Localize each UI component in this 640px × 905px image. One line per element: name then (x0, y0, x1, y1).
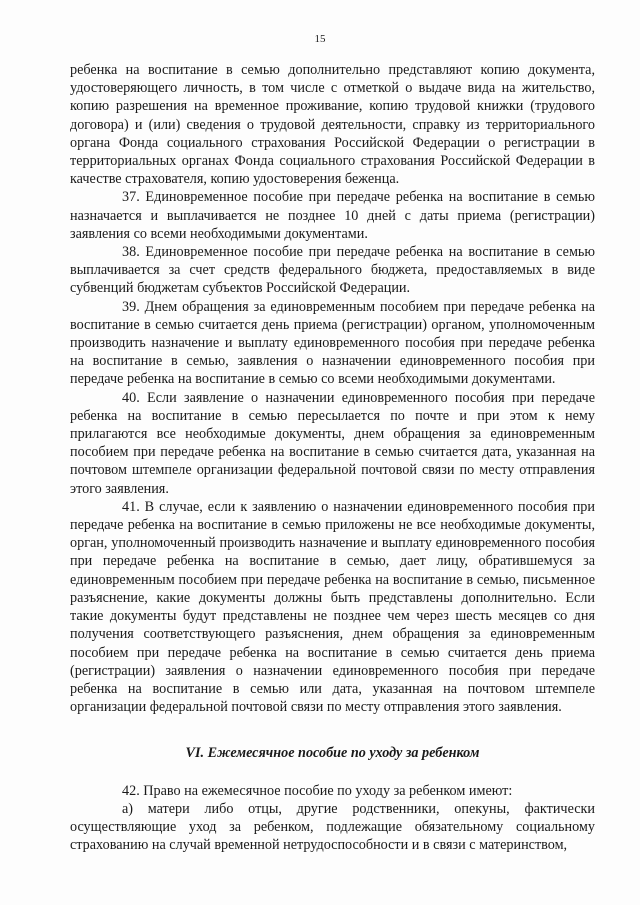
page-number: 15 (314, 33, 326, 45)
section-heading: VI. Ежемесячное пособие по уходу за ребенком (185, 745, 480, 762)
paragraph-37: 37. Единовременное пособие при передаче ребенка на воспитание в семью назначается и выплачивается не позднее 10 дней с даты приема (регистрации) заявления со всеми необходимыми документами. (70, 189, 595, 242)
paragraph-continuation: ребенка на воспитание в семью дополнительно представляют копию документа, удостоверяющего личность, в том числе с отметкой о выдаче вида на жительство, копию разрешения на временное проживание, копию трудовой книжки (трудового договора) и (или) сведения о трудовой деятельности, справку из территориального органа Фонда социального страхования Российской Федерации о регистрации в территориальных органах Фонда социального страхования Российской Федерации в качестве страхователя, копию удостоверения беженца. (70, 62, 595, 188)
paragraph-39: 39. Днем обращения за единовременным пособием при передаче ребенка на воспитание в семью считается день приема (регистрации) органом, уполномоченным производить назначение и выплату единовременного пособия при передаче ребенка на воспитание в семью, заявления о назначении единовременного пособия при передаче ребенка на воспитание в семью со всеми необходимыми документами. (70, 298, 595, 388)
paragraph-42-a: а) матери либо отцы, другие родственники, опекуны, фактически осуществляющие уход за ребенком, подлежащие обязательному социальному страхованию на случай временной нетрудоспособности и в связи с материнством, (70, 800, 595, 854)
paragraph-38: 38. Единовременное пособие при передаче ребенка на воспитание в семью выплачивается за счет средств федерального бюджета, предоставляемых в виде субвенций бюджетам субъектов Российской Федерации. (70, 244, 595, 297)
paragraph-42: 42. Право на ежемесячное пособие по уходу за ребенком имеют: (122, 782, 513, 799)
paragraph-40: 40. Если заявление о назначении единовременного пособия при передаче ребенка на воспитание в семью пересылается по почте и при этом к нему прилагаются все необходимые документы, днем обращения за единовременным пособием при передаче ребенка на воспитание в семью считается дата, указанная на почтовом штемпеле организации федеральной почтовой связи по месту отправления этого заявления. (70, 389, 595, 497)
document-body (70, 61, 595, 854)
paragraph-41: 41. В случае, если к заявлению о назначении единовременного пособия при передаче ребенка на воспитание в семью приложены не все необходимые документы, орган, уполномоченный производить назначение и выплату единовременного пособия при передаче ребенка на воспитание в семью, дает лицу, обратившемуся за единовременным пособием при передаче ребенка на воспитание в семью, письменное разъяснение, какие документы должны быть представлены дополнительно. Если такие документы будут представлены не позднее чем через шесть месяцев со дня получения соответствующего разъяснения, днем обращения за единовременным пособием при передаче ребенка на воспитание в семью считается день приема (регистрации) заявления о назначении единовременного пособия при передаче ребенка на воспитание в семью или дата, указанная на почтовом штемпеле организации федеральной почтовой связи по месту отправления этого заявления. (70, 498, 595, 716)
